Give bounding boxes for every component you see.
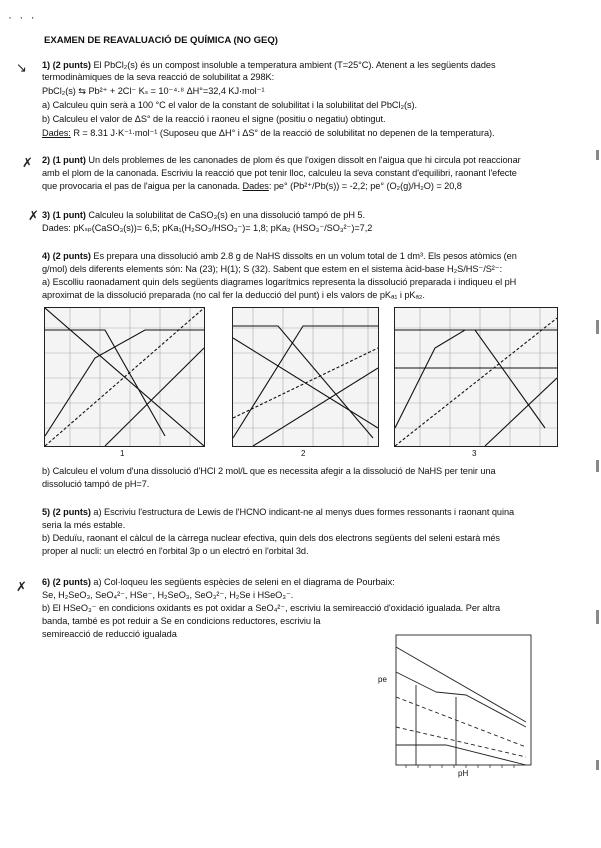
diagram-label-3: 3	[472, 449, 477, 458]
q6-margin-mark: ✗	[16, 579, 27, 594]
q5-line-3: proper al nucli: un electró en l'orbital 3p o un electró en l'orbital 3d.	[42, 546, 309, 556]
q2-margin-mark: ✗	[22, 155, 33, 170]
q3-text: Calculeu la solubilitat de CaSO₃(s) en una dissolució tampó de pH 5.	[85, 210, 365, 220]
q2-data-label: Dades	[242, 181, 269, 191]
question-2	[42, 155, 521, 167]
scan-edge-mark	[596, 760, 599, 770]
q1-data-label: Dades:	[42, 128, 71, 138]
q1-part-b: b) Calculeu el valor de ΔS° de la reacció i raoneu el signe (positiu o negatiu) obtingut.	[42, 114, 386, 124]
q1-data	[42, 128, 495, 140]
log-diagram-3-svg	[395, 308, 557, 446]
q4-head: 4) (2 punts)	[42, 251, 91, 261]
log-diagram-1	[44, 307, 205, 447]
diagram-label-2: 2	[301, 449, 306, 458]
question-6	[42, 577, 395, 589]
log-diagram-3	[394, 307, 558, 447]
q4-part-b: b) Calculeu el volum d'una dissolució d'HCl 2 mol/L que es necessita afegir a la dissolució de NaHS per tenir una	[42, 466, 496, 476]
question-4	[42, 251, 517, 263]
q6-line-0: a) Col·loqueu les següents espècies de seleni en el diagrama de Pourbaix:	[90, 577, 395, 587]
question-1	[42, 60, 496, 72]
q1-line-1: termodinàmiques de la seva reacció de solubilitat a 298K:	[42, 72, 275, 82]
q6-head: 6) (2 punts)	[42, 577, 91, 587]
q4-line-3: aproximat de la dissolució preparada (no cal fer la deducció del punt) i els valors de pKₐ₁ i pKₐ₂.	[42, 290, 425, 300]
log-diagram-1-svg	[45, 308, 204, 446]
question-5	[42, 507, 514, 519]
q1-data-text: R = 8.31 J·K⁻¹·mol⁻¹ (Suposeu que ΔH° i ΔS° de la reacció de solubilitat no depenen de la temperatura).	[70, 128, 495, 138]
q6-species: Se, H₂SeO₃, SeO₄²⁻, HSe⁻, H₂SeO₃, SeO₃²⁻, H₂Se i HSeO₃⁻.	[42, 590, 294, 600]
pourbaix-y-label: pe	[378, 675, 387, 684]
scan-edge-mark	[596, 320, 599, 334]
diagram-label-1: 1	[120, 449, 125, 458]
q2-data-text: : pe° (Pb²⁺/Pb(s)) = -2,2; pe° (O₂(g)/H₂O) = 20,8	[268, 181, 462, 191]
q5-line-1: seria la més estable.	[42, 520, 126, 530]
q6-part-b-3: semireacció de reducció igualada	[42, 629, 177, 639]
question-3	[42, 210, 365, 222]
q2-line-1: amb el plom de la canonada. Escriviu la reacció que pot tenir lloc, calculeu la seva constant d'equilibri, raonant l'efecte	[42, 168, 517, 178]
log-diagram-2	[232, 307, 379, 447]
q3-margin-mark: ✗	[28, 208, 39, 223]
log-diagram-2-svg	[233, 308, 378, 446]
q4-line-0: Es prepara una dissolució amb 2.8 g de NaHS dissolts en un volum total de 1 dm³. Els pesos atòmics (en	[90, 251, 517, 261]
q5-line-0: a) Escriviu l'estructura de Lewis de l'HCNO indicant-ne al menys dues formes ressonants i raonant quina	[90, 507, 515, 517]
scan-edge-mark	[596, 460, 599, 472]
q4-line-1: g/mol) dels diferents elements són: Na (23); H(1); S (32). Sabent que estem en el sistema àcid-base H₂S/HS⁻/S²⁻:	[42, 264, 503, 274]
q1-points: (2 punts)	[52, 60, 91, 70]
q6-part-b: b) El HSeO₃⁻ en condicions oxidants es pot oxidar a SeO₄²⁻, escriviu la semireacció d'oxidació igualada. Per altra	[42, 603, 501, 613]
q2-line-2: que provocaria el pas de l'aigua per la canonada. Dades: pe° (Pb²⁺/Pb(s)) = -2,2; pe° (O₂(g)/H₂O) = 20,8	[42, 181, 462, 191]
pourbaix-x-label: pH	[458, 769, 469, 778]
q1-margin-mark: ↘	[16, 60, 27, 75]
scan-edge-mark	[596, 150, 599, 160]
q1-line-0: El PbCl₂(s) és un compost insoluble a temperatura ambient (T=25°C). Atenent a les següents dades	[93, 60, 496, 70]
q2-head: 2) (1 punt)	[42, 155, 86, 165]
q1-part-a: a) Calculeu quin serà a 100 °C el valor de la constant de solubilitat i la solubilitat del PbCl₂(s).	[42, 100, 418, 110]
q3-data: Dades: pKₛₚ(CaSO₃(s))= 6,5; pKa₁(H₂SO₃/HSO₃⁻)= 1,8; pKa₂ (HSO₃⁻/SO₃²⁻)=7,2	[42, 223, 373, 233]
corner-dots: · · ·	[8, 10, 37, 24]
q4-part-b-2: dissolució tampó de pH=7.	[42, 479, 150, 489]
q4-line-2: a) Escolliu raonadament quin dels següents diagrames logarítmics representa la dissolució preparada i indiqueu el pH	[42, 277, 517, 287]
q3-head: 3) (1 punt)	[42, 210, 86, 220]
q5-head: 5) (2 punts)	[42, 507, 91, 517]
pourbaix-diagram-svg	[376, 627, 536, 779]
q6-part-b-2: banda, també es pot reduir a Se en condicions reductores, escriviu la	[42, 616, 321, 626]
q2-line-0: Un dels problemes de les canonades de plom és que l'oxigen dissolt en l'aigua que hi circula pot reaccionar	[85, 155, 521, 165]
pourbaix-diagram	[376, 627, 536, 779]
scan-edge-mark	[596, 610, 599, 624]
q1-equation: PbCl₂(s) ⇆ Pb²⁺ + 2Cl⁻ Kₛ = 10⁻⁴·⁸ ΔH°=32,4 KJ·mol⁻¹	[42, 86, 265, 96]
q5-line-2: b) Deduïu, raonant el càlcul de la càrrega nuclear efectiva, quin dels dos electrons següents del seleni estarà més	[42, 533, 500, 543]
q1-number: 1)	[42, 60, 51, 70]
page-title: EXAMEN DE REAVALUACIÓ DE QUÍMICA (NO GEQ)	[44, 35, 278, 46]
